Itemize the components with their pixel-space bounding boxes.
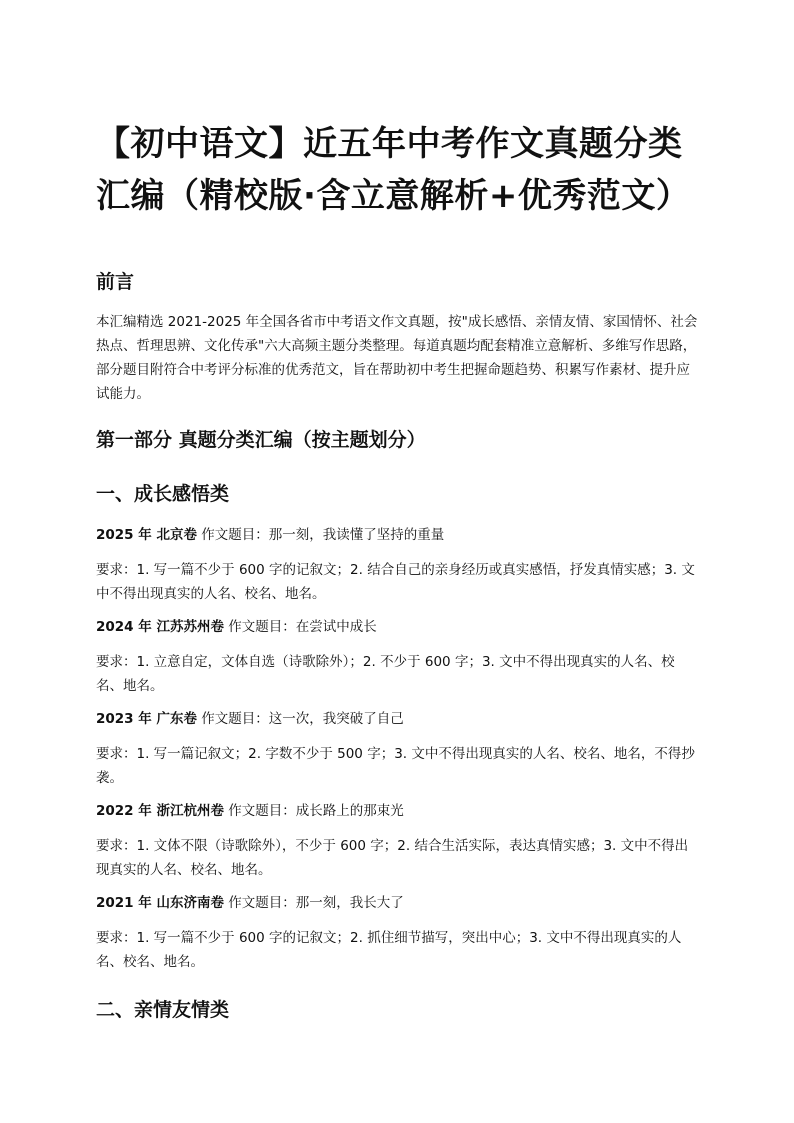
- preface-body: 本汇编精选 2021-2025 年全国各省市中考语文作文真题，按"成长感悟、亲情友情、家国情怀、社会热点、哲理思辨、文化传承"六大高频主题分类整理。每道真题均配套精准立意解析、多维写作思路，部分题目附符合中考评分标准的优秀范文，旨在帮助初中考生把握命题趋势、积累写作素材、提升应试能力。: [96, 314, 698, 402]
- category-family-friendship-heading: 二、亲情友情类: [96, 999, 230, 1021]
- document-title: 【初中语文】近五年中考作文真题分类汇编（精校版·含立意解析+优秀范文）: [96, 124, 691, 216]
- exam-topic: 作文题目：这一次，我突破了自己: [201, 711, 404, 727]
- preface-heading: 前言: [96, 271, 135, 293]
- exam-item-2025: [96, 524, 698, 606]
- exam-requirements: 要求：1. 写一篇记叙文；2. 字数不少于 500 字；3. 文中不得出现真实的人名、校名、地名，不得抄袭。: [96, 746, 695, 786]
- exam-item-header: [96, 800, 698, 822]
- exam-requirements: 要求：1. 立意自定，文体自选（诗歌除外）；2. 不少于 600 字；3. 文中不得出现真实的人名、校名、地名。: [96, 654, 675, 694]
- exam-topic: 作文题目：那一刻，我长大了: [228, 895, 404, 911]
- exam-requirements: 要求：1. 文体不限（诗歌除外），不少于 600 字；2. 结合生活实际，表达真情实感；3. 文中不得出现真实的人名、校名、地名。: [96, 838, 689, 878]
- exam-year-region: 2024 年 江苏苏州卷: [96, 619, 224, 635]
- exam-year-region: 2021 年 山东济南卷: [96, 895, 224, 911]
- exam-item-2024: [96, 616, 698, 698]
- exam-topic: 作文题目：在尝试中成长: [228, 619, 377, 635]
- exam-item-2023: [96, 708, 698, 790]
- exam-item-2021: [96, 892, 698, 974]
- exam-item-header: [96, 524, 698, 546]
- exam-requirements: 要求：1. 写一篇不少于 600 字的记叙文；2. 抓住细节描写，突出中心；3. 文中不得出现真实的人名、校名、地名。: [96, 930, 682, 970]
- exam-topic: 作文题目：那一刻，我读懂了坚持的重量: [201, 527, 445, 543]
- exam-year-region: 2022 年 浙江杭州卷: [96, 803, 224, 819]
- exam-item-header: [96, 708, 698, 730]
- exam-year-region: 2023 年 广东卷: [96, 711, 197, 727]
- exam-year-region: 2025 年 北京卷: [96, 527, 197, 543]
- exam-item-header: [96, 892, 698, 914]
- category-growth-heading: 一、成长感悟类: [96, 483, 230, 505]
- exam-item-2022: [96, 800, 698, 882]
- exam-requirements: 要求：1. 写一篇不少于 600 字的记叙文；2. 结合自己的亲身经历或真实感悟，抒发真情实感；3. 文中不得出现真实的人名、校名、地名。: [96, 562, 695, 602]
- part-one-heading: 第一部分 真题分类汇编（按主题划分）: [96, 429, 426, 451]
- exam-topic: 作文题目：成长路上的那束光: [228, 803, 404, 819]
- exam-item-header: [96, 616, 698, 638]
